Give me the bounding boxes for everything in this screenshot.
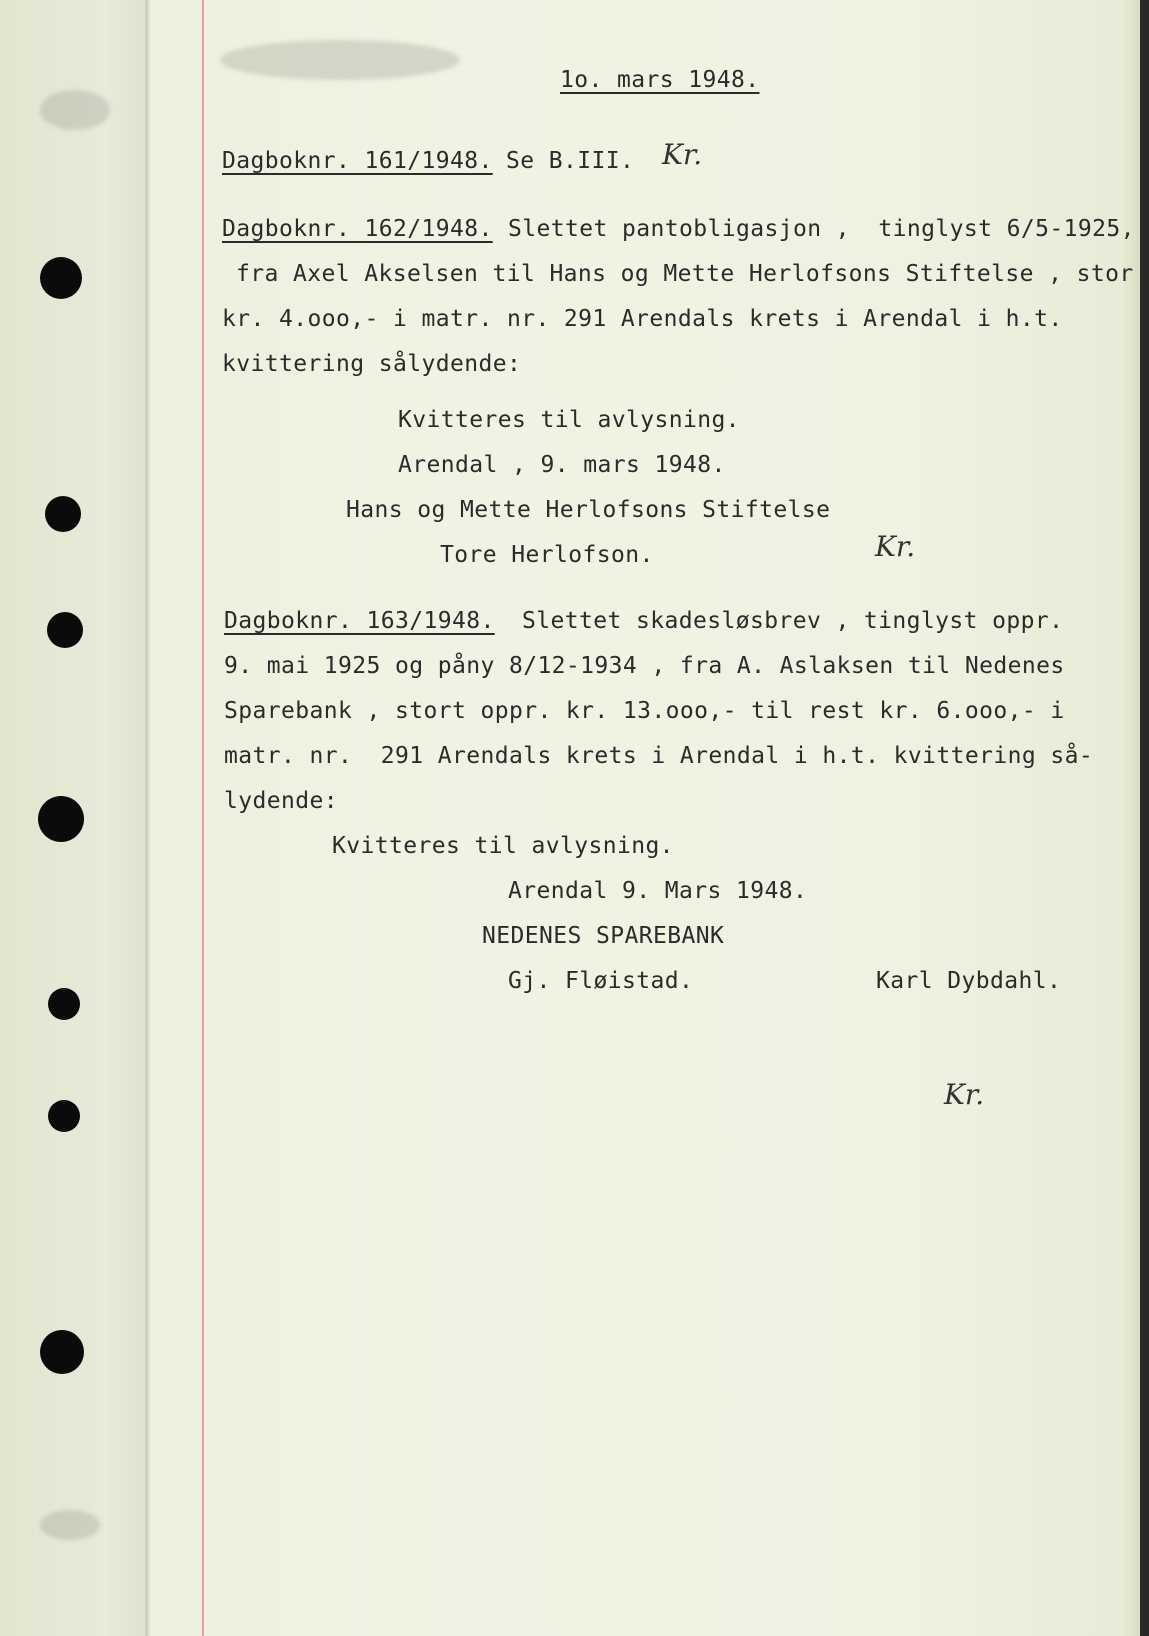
ink-smudge [40, 1510, 100, 1540]
date-heading: 1o. mars 1948. [560, 67, 760, 93]
entry-162-receipt-1: Kvitteres til avlysning. [398, 407, 740, 433]
entry-162-initials: Kr. [875, 530, 916, 563]
entry-163-receipt-1: Kvitteres til avlysning. [332, 833, 674, 859]
page-edge-shadow [1120, 0, 1140, 1636]
page-fold [145, 0, 148, 1636]
punch-hole [48, 1100, 80, 1132]
entry-163-receipt-5: Karl Dybdahl. [876, 968, 1062, 994]
entry-163-receipt-4: Gj. Fløistad. [508, 968, 694, 994]
entry-163-line-3: Sparebank , stort oppr. kr. 13.ooo,- til rest kr. 6.ooo,- i [224, 698, 1065, 724]
punch-hole [40, 1330, 84, 1374]
entry-163-line-4: matr. nr. 291 Arendals krets i Arendal i h.t. kvittering så- [224, 743, 1094, 769]
entry-162-receipt-4: Tore Herlofson. [440, 542, 654, 568]
entry-163-receipt-2: Arendal 9. Mars 1948. [508, 878, 808, 904]
entry-162-receipt-3: Hans og Mette Herlofsons Stiftelse [346, 497, 831, 523]
entry-162-line-1: Slettet pantobligasjon , tinglyst 6/5-1925, [508, 216, 1135, 242]
entry-163-line-1: Slettet skadesløsbrev , tinglyst oppr. [522, 608, 1064, 634]
entry-162-receipt-2: Arendal , 9. mars 1948. [398, 452, 726, 478]
entry-161-ref: Dagboknr. 161/1948. [222, 148, 493, 174]
entry-162-line-3: kr. 4.ooo,- i matr. nr. 291 Arendals krets i Arendal i h.t. [222, 306, 1063, 332]
entry-163-receipt-3: NEDENES SPAREBANK [482, 923, 725, 949]
entry-162-ref: Dagboknr. 162/1948. [222, 216, 493, 242]
ink-smudge [220, 40, 460, 80]
punch-hole [38, 796, 84, 842]
ink-smudge [40, 90, 110, 130]
entry-162-line-4: kvittering sålydende: [222, 351, 522, 377]
entry-162-line-2: fra Axel Akselsen til Hans og Mette Herlofsons Stiftelse , stor [236, 261, 1134, 287]
punch-hole [45, 496, 81, 532]
entry-163-line-5: lydende: [224, 788, 338, 814]
entry-161-text: Se B.III. [506, 148, 635, 174]
entry-163-line-2: 9. mai 1925 og påny 8/12-1934 , fra A. Aslaksen til Nedenes [224, 653, 1065, 679]
entry-161-initials: Kr. [662, 138, 703, 171]
margin-rule [202, 0, 204, 1636]
entry-163-ref: Dagboknr. 163/1948. [224, 608, 495, 634]
punch-hole [48, 988, 80, 1020]
punch-hole [40, 257, 82, 299]
entry-163-initials: Kr. [944, 1078, 985, 1111]
punch-hole [47, 612, 83, 648]
